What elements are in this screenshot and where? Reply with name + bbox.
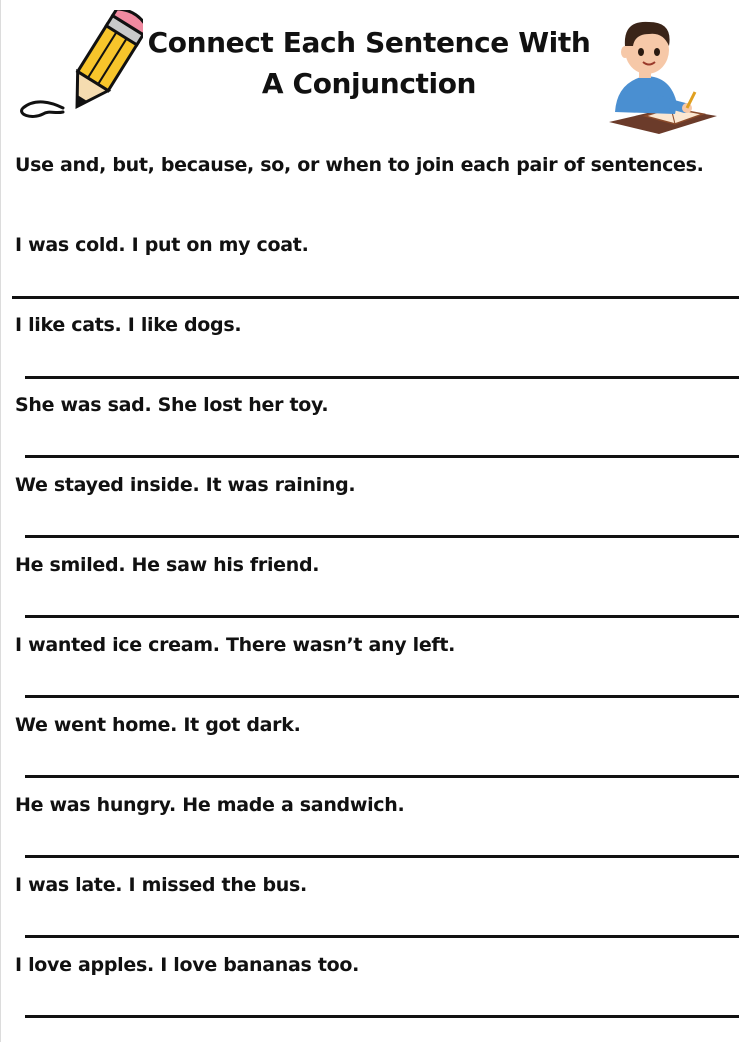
question-text: I love apples. I love bananas too. [15, 954, 360, 976]
question-text: He was hungry. He made a sandwich. [15, 794, 405, 816]
answer-line[interactable] [25, 455, 739, 458]
question-text: She was sad. She lost her toy. [15, 394, 329, 416]
answer-line[interactable] [25, 1015, 739, 1018]
pencil-icon [13, 10, 143, 122]
answer-line[interactable] [25, 775, 739, 778]
title-line-1: Connect Each Sentence With [147, 26, 591, 59]
question-text: I was cold. I put on my coat. [15, 234, 309, 256]
question-text: I wanted ice cream. There wasn’t any left. [15, 634, 456, 656]
answer-line[interactable] [12, 296, 739, 299]
question-text: I was late. I missed the bus. [15, 874, 307, 896]
title-line-2: A Conjunction [261, 67, 477, 100]
answer-line[interactable] [25, 855, 739, 858]
instructions-text: Use and, but, because, so, or when to join each pair of sentences. [15, 154, 704, 176]
question-text: He smiled. He saw his friend. [15, 554, 320, 576]
question-text: We stayed inside. It was raining. [15, 474, 356, 496]
question-text: I like cats. I like dogs. [15, 314, 242, 336]
answer-line[interactable] [25, 376, 739, 379]
answer-line[interactable] [25, 615, 739, 618]
worksheet-title [139, 22, 599, 104]
answer-line[interactable] [25, 935, 739, 938]
answer-line[interactable] [25, 695, 739, 698]
answer-line[interactable] [25, 535, 739, 538]
question-text: We went home. It got dark. [15, 714, 301, 736]
boy-writing-icon [605, 12, 723, 136]
